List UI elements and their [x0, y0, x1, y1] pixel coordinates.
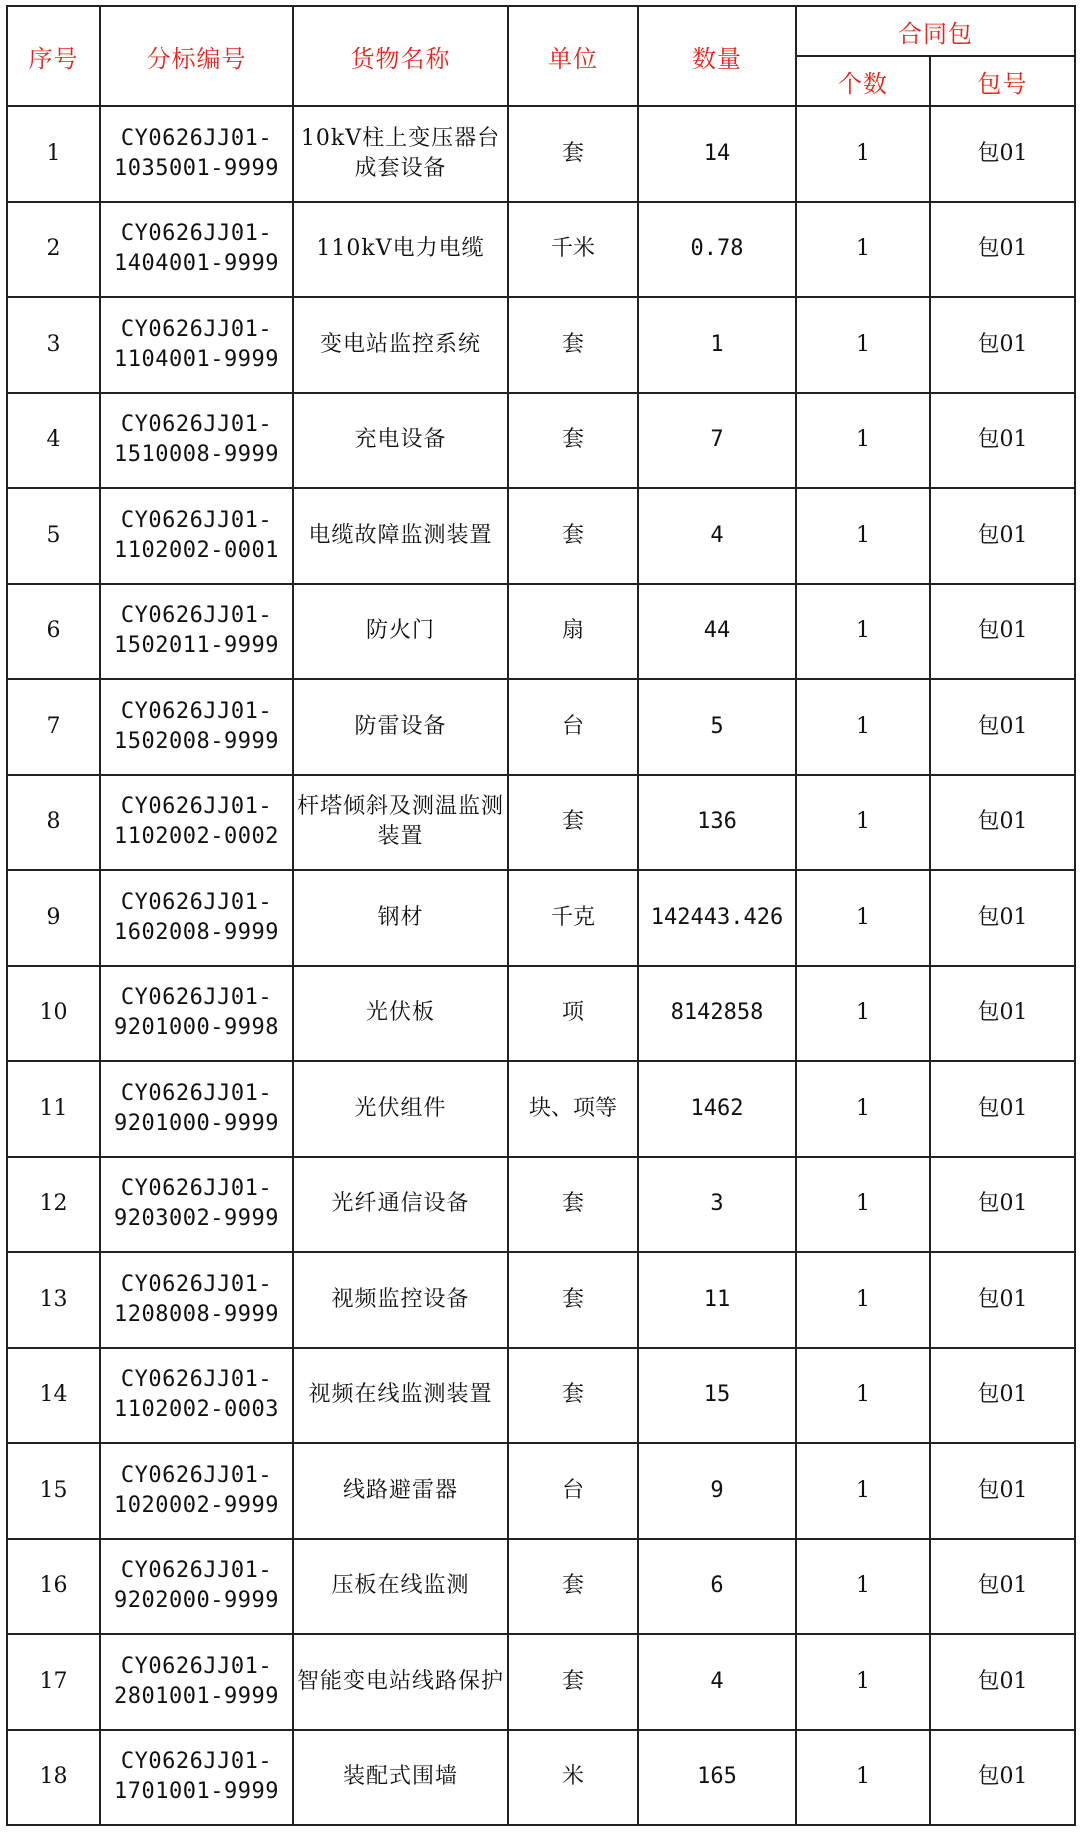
- cell-unit: 项: [508, 966, 638, 1062]
- cell-lot-no: [100, 202, 293, 298]
- cell-quantity: 142443.426: [638, 870, 796, 966]
- cell-lot-no: [100, 1730, 293, 1826]
- cell-unit: 套: [508, 775, 638, 871]
- cell-unit: 套: [508, 1157, 638, 1253]
- cell-unit: 套: [508, 1252, 638, 1348]
- table-row: [7, 1252, 1075, 1348]
- cell-count: 1: [796, 775, 930, 871]
- cell-unit: 套: [508, 1539, 638, 1635]
- header-seq: 序号: [7, 6, 100, 106]
- cell-quantity: 5: [638, 679, 796, 775]
- cell-lot-no: [100, 106, 293, 202]
- cell-goods-name: 视频监控设备: [293, 1252, 508, 1348]
- cell-lot-no: [100, 966, 293, 1062]
- table-row: [7, 966, 1075, 1062]
- cell-lot-no: [100, 1443, 293, 1539]
- header-contract-package: 合同包: [796, 6, 1075, 56]
- cell-package-no: 包01: [930, 1443, 1075, 1539]
- lot-no-line1: CY0626JJ01-: [120, 1653, 273, 1679]
- cell-unit: 套: [508, 1348, 638, 1444]
- lot-no-line2: 1208008-9999: [114, 1301, 279, 1327]
- lot-no-line1: CY0626JJ01-: [120, 1271, 273, 1297]
- table-row: [7, 775, 1075, 871]
- table-row: [7, 1634, 1075, 1730]
- cell-goods-name: 电缆故障监测装置: [293, 488, 508, 584]
- cell-lot-no: [100, 1157, 293, 1253]
- header-count: 个数: [796, 56, 930, 106]
- cell-quantity: 4: [638, 488, 796, 584]
- table-row: [7, 679, 1075, 775]
- cell-goods-name: 杆塔倾斜及测温监测装置: [293, 775, 508, 871]
- lot-no-line2: 1035001-9999: [114, 155, 279, 181]
- table-row: [7, 202, 1075, 298]
- cell-count: 1: [796, 297, 930, 393]
- lot-no-line1: CY0626JJ01-: [120, 1176, 273, 1202]
- lot-no-line1: CY0626JJ01-: [120, 1558, 273, 1584]
- cell-quantity: 165: [638, 1730, 796, 1826]
- cell-seq: 11: [7, 1061, 100, 1157]
- lot-no-line1: CY0626JJ01-: [120, 316, 273, 342]
- cell-count: 1: [796, 1634, 930, 1730]
- table-row: [7, 1348, 1075, 1444]
- lot-no-line2: 1020002-9999: [114, 1492, 279, 1518]
- lot-no-line1: CY0626JJ01-: [120, 1462, 273, 1488]
- lot-no-line2: 1102002-0001: [114, 537, 279, 563]
- table-row: [7, 1443, 1075, 1539]
- cell-package-no: 包01: [930, 966, 1075, 1062]
- cell-quantity: 7: [638, 393, 796, 489]
- table-row: [7, 393, 1075, 489]
- cell-goods-name: 光伏板: [293, 966, 508, 1062]
- lot-no-line2: 1404001-9999: [114, 251, 279, 277]
- cell-count: 1: [796, 106, 930, 202]
- cell-seq: 13: [7, 1252, 100, 1348]
- cell-goods-name: 钢材: [293, 870, 508, 966]
- cell-package-no: 包01: [930, 1730, 1075, 1826]
- cell-package-no: 包01: [930, 1252, 1075, 1348]
- cell-count: 1: [796, 202, 930, 298]
- cell-quantity: 1: [638, 297, 796, 393]
- cell-unit: 套: [508, 1634, 638, 1730]
- cell-goods-name: 充电设备: [293, 393, 508, 489]
- lot-no-line2: 9201000-9999: [114, 1110, 279, 1136]
- header-unit: 单位: [508, 6, 638, 106]
- lot-no-line1: CY0626JJ01-: [120, 985, 273, 1011]
- cell-unit: 台: [508, 679, 638, 775]
- cell-quantity: 15: [638, 1348, 796, 1444]
- cell-goods-name: 压板在线监测: [293, 1539, 508, 1635]
- cell-quantity: 3: [638, 1157, 796, 1253]
- cell-count: 1: [796, 1730, 930, 1826]
- cell-count: 1: [796, 393, 930, 489]
- cell-count: 1: [796, 1061, 930, 1157]
- cell-count: 1: [796, 584, 930, 680]
- cell-package-no: 包01: [930, 870, 1075, 966]
- lot-no-line2: 1102002-0002: [114, 824, 279, 850]
- cell-unit: 套: [508, 106, 638, 202]
- lot-no-line1: CY0626JJ01-: [120, 1749, 273, 1775]
- cell-package-no: 包01: [930, 584, 1075, 680]
- lot-no-line2: 2801001-9999: [114, 1683, 279, 1709]
- cell-count: 1: [796, 1348, 930, 1444]
- table-body: [7, 106, 1075, 1825]
- table-row: [7, 1730, 1075, 1826]
- cell-package-no: 包01: [930, 1539, 1075, 1635]
- cell-count: 1: [796, 1443, 930, 1539]
- cell-count: 1: [796, 966, 930, 1062]
- cell-package-no: 包01: [930, 1348, 1075, 1444]
- cell-seq: 2: [7, 202, 100, 298]
- table-row: [7, 1157, 1075, 1253]
- table-header: [7, 6, 1075, 106]
- cell-lot-no: [100, 1348, 293, 1444]
- cell-quantity: 9: [638, 1443, 796, 1539]
- cell-quantity: 14: [638, 106, 796, 202]
- cell-unit: 千米: [508, 202, 638, 298]
- cell-package-no: 包01: [930, 488, 1075, 584]
- header-package-no: 包号: [930, 56, 1075, 106]
- cell-goods-name: 视频在线监测装置: [293, 1348, 508, 1444]
- cell-lot-no: [100, 1634, 293, 1730]
- cell-unit: 套: [508, 393, 638, 489]
- cell-lot-no: [100, 775, 293, 871]
- cell-seq: 4: [7, 393, 100, 489]
- cell-seq: 15: [7, 1443, 100, 1539]
- goods-table: [6, 5, 1076, 1826]
- lot-no-line2: 1102002-0003: [114, 1397, 279, 1423]
- cell-unit: 米: [508, 1730, 638, 1826]
- cell-seq: 7: [7, 679, 100, 775]
- cell-package-no: 包01: [930, 775, 1075, 871]
- cell-lot-no: [100, 1252, 293, 1348]
- cell-goods-name: 线路避雷器: [293, 1443, 508, 1539]
- lot-no-line2: 1502008-9999: [114, 728, 279, 754]
- cell-quantity: 11: [638, 1252, 796, 1348]
- cell-quantity: 44: [638, 584, 796, 680]
- cell-lot-no: [100, 1061, 293, 1157]
- lot-no-line1: CY0626JJ01-: [120, 603, 273, 629]
- cell-package-no: 包01: [930, 393, 1075, 489]
- cell-package-no: 包01: [930, 106, 1075, 202]
- cell-unit: 块、项等: [508, 1061, 638, 1157]
- table-row: [7, 584, 1075, 680]
- cell-seq: 14: [7, 1348, 100, 1444]
- cell-goods-name: 10kV柱上变压器台成套设备: [293, 106, 508, 202]
- cell-goods-name: 防火门: [293, 584, 508, 680]
- lot-no-line2: 1104001-9999: [114, 346, 279, 372]
- table-row: [7, 1539, 1075, 1635]
- cell-goods-name: 装配式围墙: [293, 1730, 508, 1826]
- cell-unit: 扇: [508, 584, 638, 680]
- table-row: [7, 106, 1075, 202]
- cell-seq: 17: [7, 1634, 100, 1730]
- lot-no-line1: CY0626JJ01-: [120, 794, 273, 820]
- lot-no-line2: 1701001-9999: [114, 1779, 279, 1805]
- cell-count: 1: [796, 679, 930, 775]
- lot-no-line1: CY0626JJ01-: [120, 1080, 273, 1106]
- table-row: [7, 1061, 1075, 1157]
- cell-lot-no: [100, 870, 293, 966]
- header-quantity: 数量: [638, 6, 796, 106]
- cell-count: 1: [796, 1252, 930, 1348]
- cell-goods-name: 光纤通信设备: [293, 1157, 508, 1253]
- cell-seq: 18: [7, 1730, 100, 1826]
- cell-lot-no: [100, 393, 293, 489]
- lot-no-line2: 1602008-9999: [114, 919, 279, 945]
- cell-unit: 台: [508, 1443, 638, 1539]
- cell-goods-name: 变电站监控系统: [293, 297, 508, 393]
- cell-goods-name: 110kV电力电缆: [293, 202, 508, 298]
- table-row: [7, 870, 1075, 966]
- cell-package-no: 包01: [930, 297, 1075, 393]
- cell-package-no: 包01: [930, 1634, 1075, 1730]
- lot-no-line2: 9202000-9999: [114, 1588, 279, 1614]
- cell-lot-no: [100, 1539, 293, 1635]
- cell-count: 1: [796, 1539, 930, 1635]
- cell-package-no: 包01: [930, 1157, 1075, 1253]
- cell-quantity: 8142858: [638, 966, 796, 1062]
- cell-count: 1: [796, 488, 930, 584]
- cell-goods-name: 光伏组件: [293, 1061, 508, 1157]
- cell-seq: 3: [7, 297, 100, 393]
- cell-quantity: 0.78: [638, 202, 796, 298]
- lot-no-line2: 1510008-9999: [114, 442, 279, 468]
- cell-lot-no: [100, 679, 293, 775]
- cell-quantity: 1462: [638, 1061, 796, 1157]
- cell-seq: 10: [7, 966, 100, 1062]
- lot-no-line1: CY0626JJ01-: [120, 412, 273, 438]
- cell-unit: 千克: [508, 870, 638, 966]
- cell-lot-no: [100, 297, 293, 393]
- cell-goods-name: 智能变电站线路保护: [293, 1634, 508, 1730]
- lot-no-line1: CY0626JJ01-: [120, 1367, 273, 1393]
- cell-goods-name: 防雷设备: [293, 679, 508, 775]
- cell-package-no: 包01: [930, 679, 1075, 775]
- table-row: [7, 297, 1075, 393]
- cell-quantity: 4: [638, 1634, 796, 1730]
- cell-unit: 套: [508, 488, 638, 584]
- cell-package-no: 包01: [930, 202, 1075, 298]
- cell-unit: 套: [508, 297, 638, 393]
- lot-no-line2: 1502011-9999: [114, 633, 279, 659]
- lot-no-line1: CY0626JJ01-: [120, 507, 273, 533]
- cell-seq: 12: [7, 1157, 100, 1253]
- cell-seq: 5: [7, 488, 100, 584]
- lot-no-line1: CY0626JJ01-: [120, 698, 273, 724]
- table-row: [7, 488, 1075, 584]
- header-lot-no: 分标编号: [100, 6, 293, 106]
- cell-quantity: 6: [638, 1539, 796, 1635]
- cell-lot-no: [100, 488, 293, 584]
- cell-seq: 1: [7, 106, 100, 202]
- cell-seq: 16: [7, 1539, 100, 1635]
- cell-seq: 6: [7, 584, 100, 680]
- lot-no-line2: 9201000-9998: [114, 1015, 279, 1041]
- lot-no-line1: CY0626JJ01-: [120, 125, 273, 151]
- lot-no-line1: CY0626JJ01-: [120, 889, 273, 915]
- lot-no-line2: 9203002-9999: [114, 1206, 279, 1232]
- cell-lot-no: [100, 584, 293, 680]
- cell-package-no: 包01: [930, 1061, 1075, 1157]
- cell-count: 1: [796, 870, 930, 966]
- cell-seq: 8: [7, 775, 100, 871]
- cell-seq: 9: [7, 870, 100, 966]
- cell-quantity: 136: [638, 775, 796, 871]
- cell-count: 1: [796, 1157, 930, 1253]
- lot-no-line1: CY0626JJ01-: [120, 221, 273, 247]
- header-goods-name: 货物名称: [293, 6, 508, 106]
